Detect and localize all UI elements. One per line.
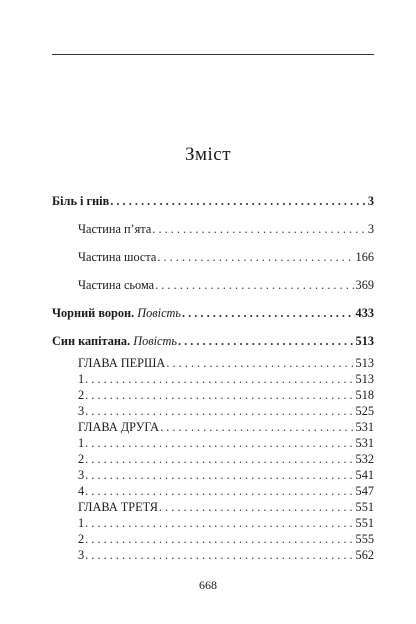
toc-entry-title: Чорний ворон. Повість — [52, 306, 181, 320]
toc-entry-page: 513 — [355, 356, 374, 370]
dot-leader — [85, 483, 354, 499]
toc-entry-label: 4 — [78, 484, 85, 498]
dot-leader — [157, 249, 354, 265]
toc-entry-title — [78, 483, 84, 499]
toc-entry-label: Частина шоста — [78, 250, 157, 264]
toc-entry-title: Син капітана. Повість — [52, 334, 177, 348]
toc-entry-title — [78, 387, 84, 403]
toc-entry-label: 3 — [78, 404, 85, 418]
toc-entry — [52, 435, 374, 451]
toc-entry-title — [78, 249, 156, 265]
toc-entry — [52, 531, 374, 547]
toc-entry-title — [78, 221, 151, 237]
toc-entry — [52, 547, 374, 563]
toc-entry-label: 3 — [78, 468, 85, 482]
toc-entry-label: 2 — [78, 388, 85, 402]
toc-entry-title — [52, 193, 109, 209]
toc-entry-label: 1 — [78, 436, 85, 450]
toc-entry — [52, 419, 374, 435]
toc-entry-label: 2 — [78, 532, 85, 546]
toc-entry — [52, 221, 374, 237]
toc-entry-label: ГЛАВА ПЕРША — [78, 356, 166, 370]
dot-leader — [85, 515, 354, 531]
toc-entry-label: ГЛАВА ТРЕТЯ — [78, 500, 158, 514]
toc-entry-page: 513 — [355, 372, 374, 386]
header-rule — [52, 54, 374, 55]
toc-entry-title — [78, 451, 84, 467]
toc-entry-label: 2 — [78, 452, 85, 466]
toc-entry-page: 433 — [355, 306, 374, 320]
toc-entry-label: Біль і гнів — [52, 194, 110, 208]
dot-leader — [85, 403, 354, 419]
toc-entry-title — [78, 355, 165, 371]
toc-entry-page: 369 — [355, 278, 374, 292]
toc-entry — [52, 451, 374, 467]
toc-entry — [52, 333, 374, 349]
toc-entry-page: 551 — [355, 500, 374, 514]
dot-leader — [155, 277, 354, 293]
toc-entry-page: 547 — [355, 484, 374, 498]
toc-entry — [52, 193, 374, 209]
toc-entry-label: 3 — [78, 548, 85, 562]
toc-entry-title — [78, 403, 84, 419]
dot-leader — [159, 499, 355, 515]
toc-entry — [52, 371, 374, 387]
dot-leader — [160, 419, 354, 435]
toc-entry-title — [78, 515, 84, 531]
toc-entry-page: 562 — [355, 548, 374, 562]
toc-entry-page: 513 — [355, 334, 374, 348]
toc-entry-title — [78, 419, 159, 435]
toc-entry — [52, 483, 374, 499]
toc-entry-page: 166 — [355, 250, 374, 264]
dot-leader — [85, 547, 354, 563]
toc-entry-title — [78, 547, 84, 563]
dot-leader — [110, 193, 367, 209]
toc-entry-label: Частина сьома — [78, 278, 155, 292]
dot-leader — [85, 467, 354, 483]
toc-entry — [52, 499, 374, 515]
toc-entry — [52, 387, 374, 403]
toc-entry-page: 555 — [355, 532, 374, 546]
toc-entry-subtitle: Повість — [133, 334, 177, 348]
toc-entry-title — [78, 531, 84, 547]
toc-entry-label: Чорний ворон — [52, 306, 132, 320]
toc-entry-subtitle: Повість — [137, 306, 181, 320]
dot-leader — [178, 333, 355, 349]
toc-entry-page: 3 — [367, 194, 374, 208]
toc-entry-title — [78, 467, 84, 483]
toc-entry — [52, 467, 374, 483]
toc-entry — [52, 277, 374, 293]
toc-entry-page: 525 — [355, 404, 374, 418]
page-number: 668 — [199, 578, 217, 592]
toc-entry-page: 551 — [355, 516, 374, 530]
dot-leader — [85, 371, 354, 387]
toc-entry — [52, 355, 374, 371]
dot-leader — [85, 387, 354, 403]
dot-leader — [85, 531, 354, 547]
toc-entry-page: 532 — [355, 452, 374, 466]
toc-entry — [52, 305, 374, 321]
dot-leader — [152, 221, 367, 237]
toc-entry-label: 1 — [78, 516, 85, 530]
toc-entry-title — [78, 499, 158, 515]
toc-entry — [52, 403, 374, 419]
dot-leader — [85, 451, 354, 467]
toc-entry-page: 531 — [355, 436, 374, 450]
toc-entry-label: Син капітана — [52, 334, 128, 348]
table-of-contents — [52, 193, 374, 563]
toc-entry-label: 1 — [78, 372, 85, 386]
toc-entry-title — [78, 435, 84, 451]
dot-leader — [85, 435, 354, 451]
toc-entry-title — [78, 371, 84, 387]
dot-leader — [182, 305, 355, 321]
toc-entry-title — [78, 277, 154, 293]
toc-entry-page: 541 — [355, 468, 374, 482]
dot-leader — [166, 355, 354, 371]
toc-entry-page: 518 — [355, 388, 374, 402]
toc-entry-label: Частина п’ята — [78, 222, 152, 236]
toc-entry-label: ГЛАВА ДРУГА — [78, 420, 160, 434]
toc-entry — [52, 515, 374, 531]
toc-entry-page: 3 — [367, 222, 374, 236]
toc-entry — [52, 249, 374, 265]
page-title: Зміст — [184, 144, 232, 165]
toc-entry-page: 531 — [355, 420, 374, 434]
